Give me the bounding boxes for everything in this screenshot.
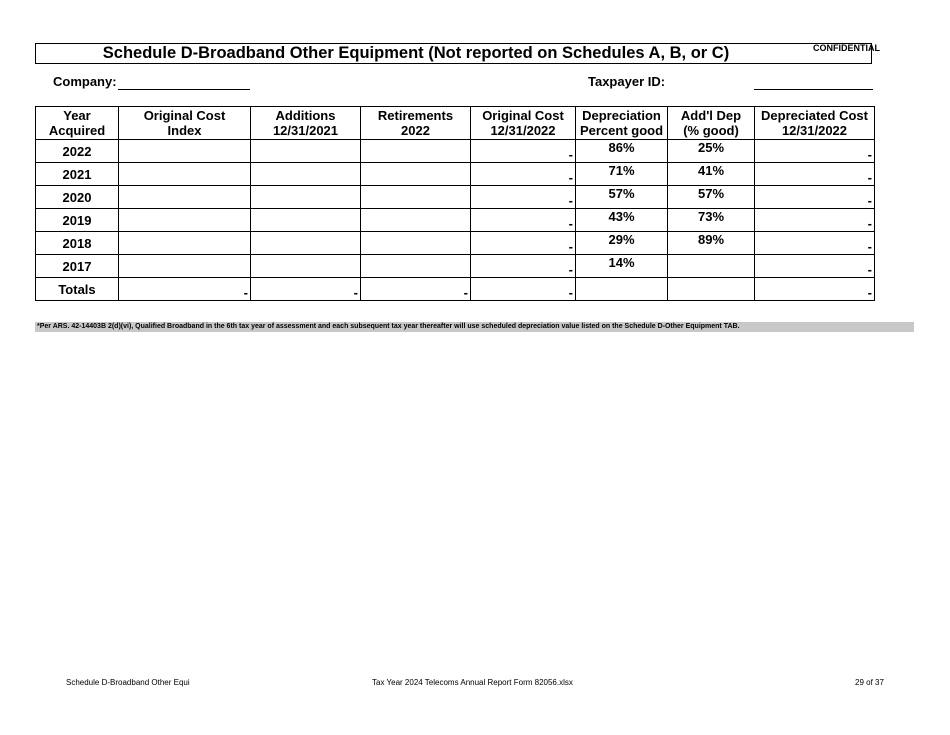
totals-row	[36, 278, 875, 301]
footer-page-number: 29 of 37	[855, 678, 884, 687]
addl-dep-cell	[668, 255, 755, 278]
orig-cost-2022-cell: -	[471, 232, 576, 255]
total-retirements: -	[361, 278, 471, 301]
total-orig-cost-index: -	[119, 278, 251, 301]
dep-percent-cell: 71%	[576, 163, 668, 186]
addl-dep-cell: 25%	[668, 140, 755, 163]
taxpayer-id-field[interactable]	[754, 89, 873, 90]
col-header-retirements: Retirements 2022	[361, 107, 471, 140]
table-row	[36, 140, 875, 163]
page-title: Schedule D-Broadband Other Equipment (Not reported on Schedules A, B, or C)	[102, 44, 730, 62]
col-header-year-acquired: Year Acquired	[36, 107, 119, 140]
col-header-depreciation-percent: Depreciation Percent good	[576, 107, 668, 140]
dep-cost-cell: -	[755, 140, 875, 163]
retirements-cell[interactable]	[361, 232, 471, 255]
additions-cell[interactable]	[251, 186, 361, 209]
orig-cost-index-cell[interactable]	[119, 140, 251, 163]
orig-cost-index-cell[interactable]	[119, 209, 251, 232]
taxpayer-id-label: Taxpayer ID:	[588, 74, 666, 89]
confidential-label: CONFIDENTIAL	[813, 43, 880, 53]
year-cell: 2019	[36, 209, 119, 232]
col-header-original-cost-2022: Original Cost 12/31/2022	[471, 107, 576, 140]
company-field[interactable]	[118, 89, 250, 90]
retirements-cell[interactable]	[361, 209, 471, 232]
table-row	[36, 255, 875, 278]
year-cell: 2017	[36, 255, 119, 278]
col-header-original-cost-index: Original Cost Index	[119, 107, 251, 140]
dep-cost-cell: -	[755, 255, 875, 278]
additions-cell[interactable]	[251, 209, 361, 232]
additions-cell[interactable]	[251, 232, 361, 255]
footer-sheet-name: Schedule D-Broadband Other Equi	[66, 678, 190, 687]
table-row	[36, 163, 875, 186]
dep-cost-cell: -	[755, 163, 875, 186]
total-dep-cost: -	[755, 278, 875, 301]
orig-cost-2022-cell: -	[471, 255, 576, 278]
footnote: *Per ARS. 42-14403B 2(d)(vi), Qualified Broadband in the 6th tax year of assessment and each subsequent tax year thereafter will use scheduled depreciation value listed on the Schedule D-Other Equipment TAB.	[35, 322, 914, 332]
retirements-cell[interactable]	[361, 255, 471, 278]
total-additions: -	[251, 278, 361, 301]
dep-percent-cell: 29%	[576, 232, 668, 255]
total-dep-percent	[576, 278, 668, 301]
year-cell: 2018	[36, 232, 119, 255]
year-cell: 2020	[36, 186, 119, 209]
total-addl-dep	[668, 278, 755, 301]
addl-dep-cell: 41%	[668, 163, 755, 186]
header-row	[36, 107, 875, 140]
col-header-depreciated-cost: Depreciated Cost 12/31/2022	[755, 107, 875, 140]
footer-file-name: Tax Year 2024 Telecoms Annual Report Form 82056.xlsx	[372, 678, 573, 687]
additions-cell[interactable]	[251, 255, 361, 278]
addl-dep-cell: 89%	[668, 232, 755, 255]
year-cell: 2022	[36, 140, 119, 163]
addl-dep-cell: 73%	[668, 209, 755, 232]
orig-cost-index-cell[interactable]	[119, 163, 251, 186]
orig-cost-index-cell[interactable]	[119, 232, 251, 255]
col-header-additions: Additions 12/31/2021	[251, 107, 361, 140]
orig-cost-2022-cell: -	[471, 186, 576, 209]
table-row	[36, 209, 875, 232]
totals-label: Totals	[36, 278, 119, 301]
total-orig-cost-2022: -	[471, 278, 576, 301]
dep-percent-cell: 43%	[576, 209, 668, 232]
company-label: Company:	[53, 74, 117, 89]
table-row	[36, 232, 875, 255]
dep-percent-cell: 14%	[576, 255, 668, 278]
retirements-cell[interactable]	[361, 163, 471, 186]
dep-cost-cell: -	[755, 186, 875, 209]
orig-cost-2022-cell: -	[471, 140, 576, 163]
additions-cell[interactable]	[251, 140, 361, 163]
additions-cell[interactable]	[251, 163, 361, 186]
dep-percent-cell: 86%	[576, 140, 668, 163]
schedule-table	[35, 106, 875, 301]
orig-cost-index-cell[interactable]	[119, 186, 251, 209]
addl-dep-cell: 57%	[668, 186, 755, 209]
orig-cost-2022-cell: -	[471, 163, 576, 186]
orig-cost-index-cell[interactable]	[119, 255, 251, 278]
dep-cost-cell: -	[755, 232, 875, 255]
retirements-cell[interactable]	[361, 186, 471, 209]
dep-percent-cell: 57%	[576, 186, 668, 209]
year-cell: 2021	[36, 163, 119, 186]
table-row	[36, 186, 875, 209]
retirements-cell[interactable]	[361, 140, 471, 163]
col-header-addl-dep: Add'l Dep (% good)	[668, 107, 755, 140]
orig-cost-2022-cell: -	[471, 209, 576, 232]
dep-cost-cell: -	[755, 209, 875, 232]
